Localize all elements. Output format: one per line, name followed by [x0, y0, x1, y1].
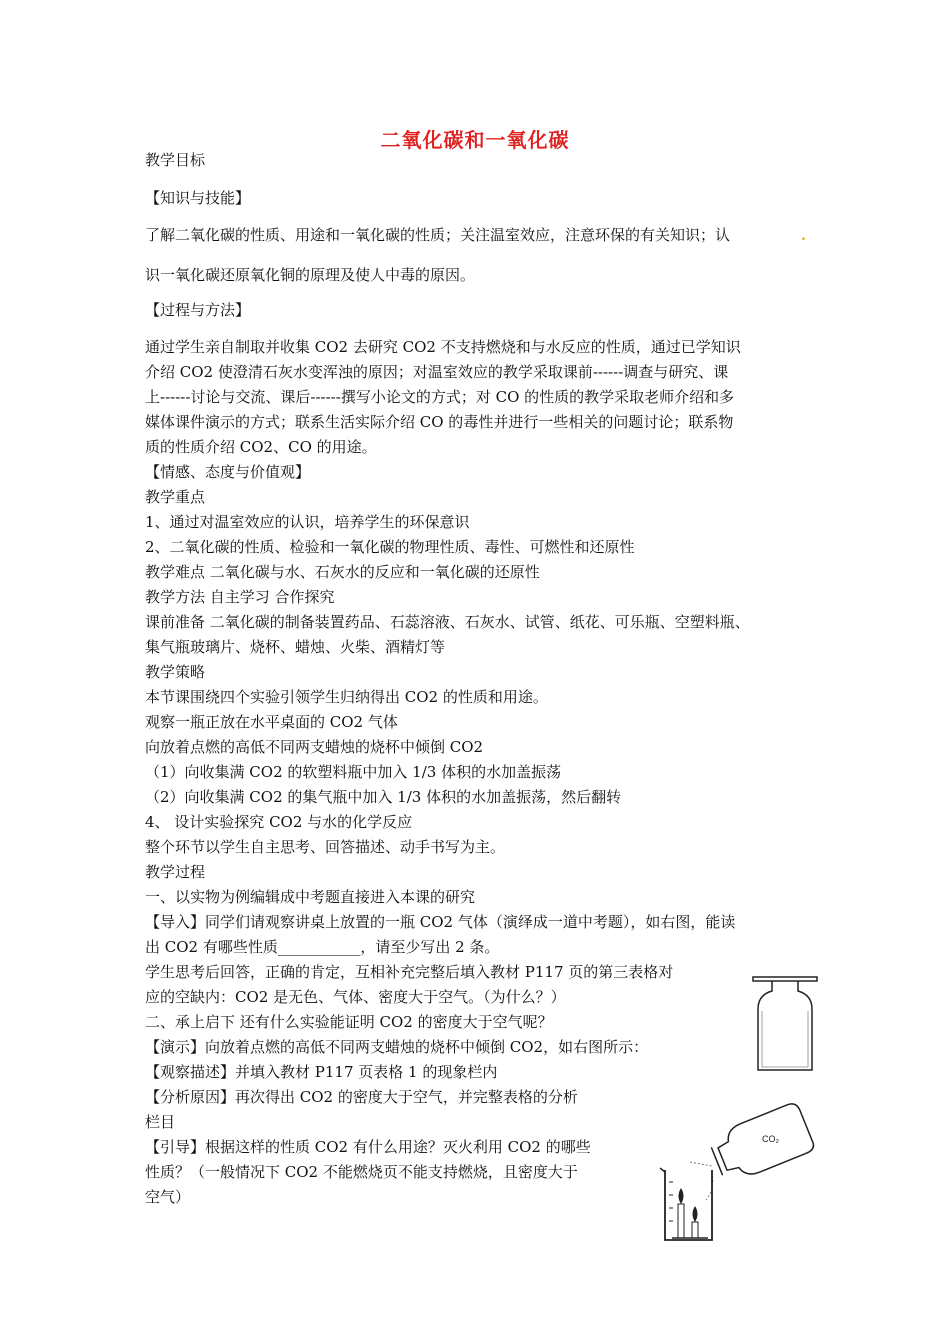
text-line: 向放着点燃的高低不同两支蜡烛的烧杯中倾倒 CO2: [145, 738, 484, 756]
text-line: （2）向收集满 CO2 的集气瓶中加入 1/3 体积的水加盖振荡，然后翻转: [145, 788, 622, 806]
text-line: 教学重点: [145, 488, 206, 506]
text-line: 【演示】向放着点燃的高低不同两支蜡烛的烧杯中倾倒 CO2，如右图所示：: [145, 1038, 649, 1056]
text-line: 【过程与方法】: [145, 301, 251, 319]
text-line: 教学目标: [145, 151, 206, 169]
text-line: 2、二氧化碳的性质、检验和一氧化碳的物理性质、毒性、可燃性和还原性: [145, 538, 635, 556]
text-line: 上------讨论与交流、课后------撰写小论文的方式；对 CO 的性质的教学采取老师介绍和多: [145, 388, 735, 406]
text-line: 质的性质介绍 CO2、CO 的用途。: [145, 438, 377, 456]
text-line: 通过学生亲自制取并收集 CO2 去研究 CO2 不支持燃烧和与水反应的性质，通过已学知识: [145, 338, 741, 356]
text-line: 教学难点 二氧化碳与水、石灰水的反应和一氧化碳的还原性: [145, 563, 540, 581]
text-line: 性质？（一般情况下 CO2 不能燃烧页不能支持燃烧，且密度大于: [145, 1163, 578, 1181]
text-line: 媒体课件演示的方式；联系生活实际介绍 CO 的毒性并进行一些相关的问题讨论；联系物: [145, 413, 734, 431]
text-line: 【引导】根据这样的性质 CO2 有什么用途？灭火利用 CO2 的哪些: [145, 1138, 591, 1156]
text-line: 教学过程: [145, 863, 206, 881]
page-title: 二氧化碳和一氧化碳: [380, 128, 570, 152]
text-line: 观察一瓶正放在水平桌面的 CO2 气体: [145, 713, 398, 731]
text-line: （1）向收集满 CO2 的软塑料瓶中加入 1/3 体积的水加盖振荡: [145, 763, 562, 781]
text-line: 栏目: [145, 1113, 176, 1131]
text-line: 课前准备 二氧化碳的制备装置药品、石蕊溶液、石灰水、试管、纸花、可乐瓶、空塑料瓶、: [145, 613, 750, 631]
text-line: 集气瓶玻璃片、烧杯、蜡烛、火柴、酒精灯等: [145, 638, 446, 656]
text-line: 空气）: [145, 1188, 191, 1206]
pouring-co2-figure: [650, 1100, 820, 1245]
text-line: 教学方法 自主学习 合作探究: [145, 588, 335, 606]
text-line: 【情感、态度与价值观】: [145, 463, 311, 481]
text-line: 1、通过对温室效应的认识，培养学生的环保意识: [145, 513, 470, 531]
text-line: 【分析原因】再次得出 CO2 的密度大于空气，并完整表格的分析: [145, 1088, 578, 1106]
text-line: 学生思考后回答，正确的肯定，互相补充完整后填入教材 P117 页的第三表格对: [145, 963, 674, 981]
text-line: 一、以实物为例编辑成中考题直接进入本课的研究: [145, 888, 476, 906]
text-line: 【导入】同学们请观察讲桌上放置的一瓶 CO2 气体（演绎成一道中考题），如右图，能读: [145, 913, 736, 931]
text-line: 本节课围绕四个实验引领学生归纳得出 CO2 的性质和用途。: [145, 688, 548, 706]
text-line: 出 CO2 有哪些性质___________，请至少写出 2 条。: [145, 938, 500, 956]
gas-bottle-figure: [750, 975, 820, 1075]
highlight-dot: .: [801, 228, 806, 244]
co2-figure-label: CO₂: [762, 1134, 779, 1144]
text-line: 教学策略: [145, 663, 206, 681]
text-line: 了解二氧化碳的性质、用途和一氧化碳的性质；关注温室效应，注意环保的有关知识；认: [145, 226, 731, 244]
text-line: 二、承上启下 还有什么实验能证明 CO2 的密度大于空气呢？: [145, 1013, 553, 1031]
text-line: 4、 设计实验探究 CO2 与水的化学反应: [145, 813, 413, 831]
text-line: 【观察描述】并填入教材 P117 页表格 1 的现象栏内: [145, 1063, 498, 1081]
text-line: 应的空缺内：CO2 是无色、气体、密度大于空气。（为什么？）: [145, 988, 566, 1006]
text-line: 识一氧化碳还原氧化铜的原理及使人中毒的原因。: [145, 266, 476, 284]
text-line: 整个环节以学生自主思考、回答描述、动手书写为主。: [145, 838, 506, 856]
text-line: 介绍 CO2 使澄清石灰水变浑浊的原因；对温室效应的教学采取课前------调查与研究、课: [145, 363, 729, 381]
text-line: 【知识与技能】: [145, 189, 251, 207]
